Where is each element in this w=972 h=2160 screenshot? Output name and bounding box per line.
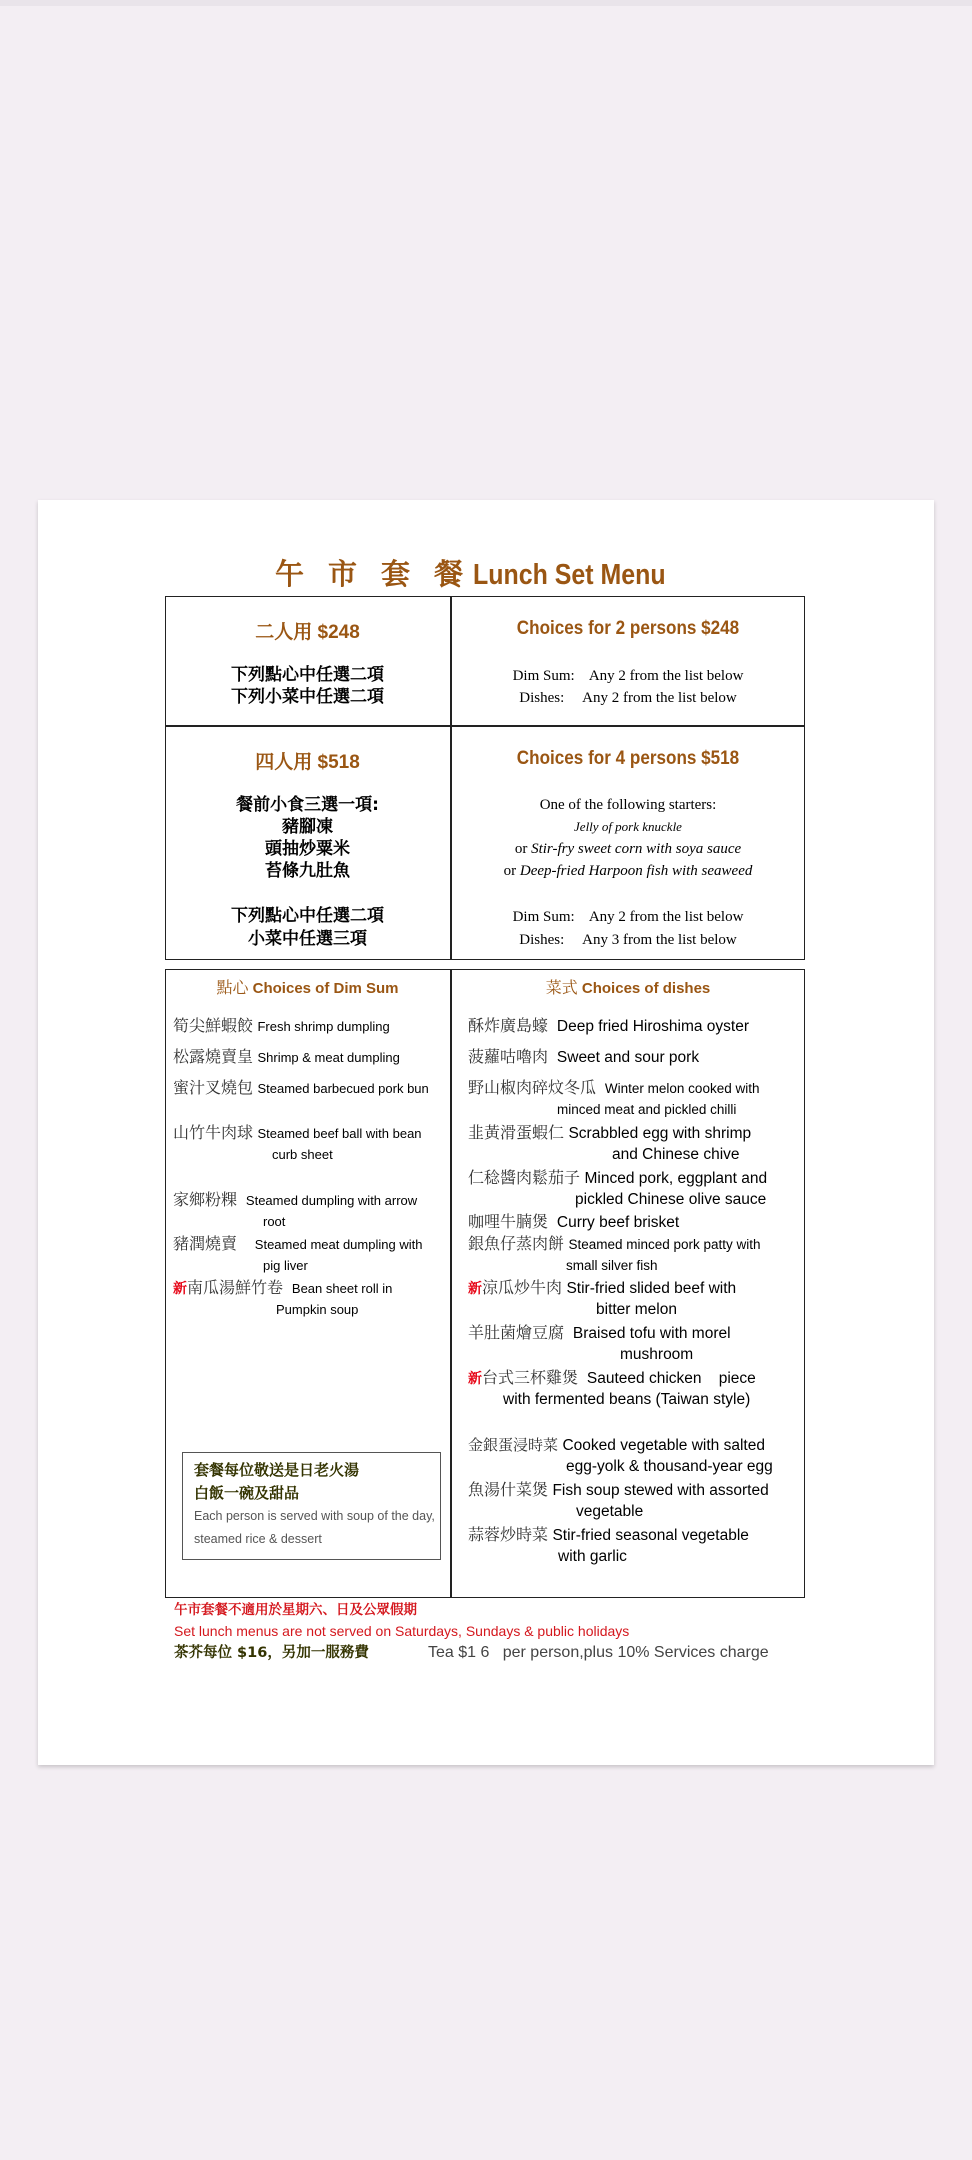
dish-item-en: Cooked vegetable with salted	[562, 1437, 765, 1454]
dish-item	[468, 1322, 731, 1345]
two-persons-cn-line1: 下列點心中任選二項	[231, 665, 384, 685]
dish-item-en: Scrabbled egg with shrimp	[568, 1125, 752, 1142]
dishes-header-en: Choices of dishes	[577, 980, 711, 997]
four-persons-starter-cn-2: 頭抽炒粟米	[265, 839, 350, 859]
dimsum-item-en: Steamed meat dumpling with	[254, 1237, 423, 1252]
dimsum-item-en: Steamed beef ball with bean	[257, 1126, 422, 1141]
dish-item-en: Stir-fried seasonal vegetable	[552, 1527, 749, 1544]
dimsum-item-cn: 家鄉粉粿	[173, 1190, 238, 1209]
dish-item	[468, 1211, 679, 1234]
new-badge: 新	[173, 1281, 187, 1297]
dish-item-en-cont: minced meat and pickled chilli	[557, 1102, 737, 1117]
dimsum-item-cn: 松露燒賣皇	[173, 1047, 254, 1066]
dish-item-en-cont: bitter melon	[596, 1301, 677, 1318]
starter-2-name: Stir-fry sweet corn with soya sauce	[531, 841, 742, 857]
four-persons-starter-en-2	[451, 838, 805, 860]
dish-item	[468, 1167, 767, 1190]
dish-item-en-cont: and Chinese chive	[612, 1146, 740, 1163]
dimsum-item-en: Shrimp & meat dumpling	[257, 1050, 400, 1065]
dish-item-cn: 酥炸廣島蠔	[468, 1016, 549, 1035]
four-persons-starter-cn-1: 豬腳凍	[282, 817, 333, 837]
two-persons-en-line1: Dim Sum: Any 2 from the list below	[512, 668, 744, 684]
menu-title-en: Lunch Set Menu	[473, 559, 666, 591]
dish-item-en: Braised tofu with morel	[572, 1325, 731, 1342]
dimsum-item-cn: 山竹牛肉球	[173, 1123, 254, 1142]
four-persons-starters-head-cn: 餐前小食三選一項:	[236, 795, 379, 815]
dish-item-en: Fish soup stewed with assorted	[552, 1482, 769, 1499]
four-persons-cn-line2: 小菜中任選三項	[248, 929, 367, 949]
dimsum-item-en: Fresh shrimp dumpling	[257, 1019, 390, 1034]
dimsum-item	[173, 1077, 429, 1100]
four-persons-en-line1: Dim Sum: Any 2 from the list below	[512, 909, 744, 925]
or-label: or	[503, 863, 520, 879]
dish-item-en-cont: egg-yolk & thousand-year egg	[566, 1458, 773, 1475]
dimsum-item-en-cont: root	[263, 1214, 286, 1229]
note-cn-line2: 白飯一碗及甜品	[194, 1484, 300, 1502]
two-persons-title-cn: 二人用 $248	[255, 622, 360, 643]
top-edge	[0, 0, 972, 6]
dimsum-item-cn: 南瓜湯鮮竹卷	[187, 1278, 284, 1297]
dimsum-item-en: Steamed dumpling with arrow	[245, 1193, 418, 1208]
note-en-line2: steamed rice & dessert	[194, 1532, 322, 1546]
weekday-only-notice-cn: 午市套餐不適用於星期六、日及公眾假期	[174, 1602, 417, 1618]
dish-item	[468, 1046, 699, 1069]
set-includes-note	[182, 1452, 441, 1560]
dish-item-cn: 羊肚菌燴豆腐	[468, 1323, 565, 1342]
tea-charge-cn: 茶芥每位 $16，另加一服務費	[174, 1645, 369, 1661]
dimsum-item-en-cont: curb sheet	[272, 1147, 333, 1162]
dish-item-en: Deep fried Hiroshima oyster	[556, 1018, 750, 1035]
dish-item-en: Minced pork, eggplant and	[584, 1170, 768, 1187]
dish-item-en: Sweet and sour pork	[556, 1049, 700, 1066]
dish-item-cn: 咖哩牛腩煲	[468, 1212, 549, 1231]
dimsum-item-en-cont: Pumpkin soup	[276, 1302, 359, 1317]
menu-page	[38, 500, 934, 1765]
note-cn-line1: 套餐每位敬送是日老火湯	[194, 1461, 360, 1479]
dish-item	[468, 1233, 761, 1256]
dish-item-cn: 蒜蓉炒時菜	[468, 1525, 549, 1544]
set-price-table-row-divider	[165, 725, 805, 727]
dish-item-cn: 韭黃滑蛋蝦仁	[468, 1123, 565, 1142]
dimsum-item-cn: 豬潤燒賣	[173, 1234, 238, 1253]
choices-table-divider	[450, 969, 452, 1598]
four-persons-title-en: Choices for 4 persons $518	[516, 748, 740, 769]
dimsum-item	[173, 1277, 392, 1300]
or-label: or	[514, 841, 532, 857]
dish-item	[468, 1434, 765, 1457]
dish-item-en: Curry beef brisket	[556, 1214, 680, 1231]
four-persons-starter-en-1: Jelly of pork knuckle	[574, 819, 682, 834]
four-persons-starter-cn-3: 苔條九肚魚	[265, 861, 350, 881]
dish-item-en-cont: with garlic	[558, 1548, 627, 1565]
four-persons-starter-en-3	[451, 860, 805, 882]
four-persons-title-cn: 四人用 $518	[255, 752, 360, 773]
menu-title	[38, 552, 934, 593]
dish-item-cn: 魚湯什菜煲	[468, 1480, 549, 1499]
four-persons-en-line2: Dishes: Any 3 from the list below	[519, 932, 737, 948]
dimsum-header-cn: 點心	[216, 978, 249, 997]
dish-item-en-cont: with fermented beans (Taiwan style)	[503, 1391, 751, 1408]
dimsum-item-cn: 筍尖鮮蝦餃	[173, 1016, 254, 1035]
new-badge: 新	[468, 1281, 482, 1297]
dimsum-item	[173, 1189, 417, 1212]
weekday-only-notice-en: Set lunch menus are not served on Saturdays, Sundays & public holidays	[174, 1623, 630, 1639]
dish-item-cn: 仁稔醬肉鬆茄子	[468, 1168, 581, 1187]
menu-title-cn: 午 市 套 餐	[274, 559, 472, 591]
dish-item-cn: 菠蘿咕嚕肉	[468, 1047, 549, 1066]
dish-item-en: Steamed minced pork patty with	[568, 1237, 761, 1252]
dish-item-en-cont: vegetable	[576, 1503, 644, 1520]
dish-item-en-cont: pickled Chinese olive sauce	[575, 1191, 767, 1208]
dishes-header	[451, 975, 805, 998]
starter-3-name: Deep-fried Harpoon fish with seaweed	[519, 863, 753, 879]
two-persons-cn-line2: 下列小菜中任選二項	[231, 687, 384, 707]
dish-item-cn: 金銀蛋浸時菜	[468, 1436, 559, 1454]
dish-item	[468, 1524, 749, 1547]
dish-item-en: Sauteed chicken piece	[586, 1370, 756, 1387]
dish-item	[468, 1479, 769, 1502]
dimsum-item-en: Steamed barbecued pork bun	[257, 1081, 429, 1096]
dish-item	[468, 1367, 756, 1390]
two-persons-en-line2: Dishes: Any 2 from the list below	[519, 690, 737, 706]
dimsum-item	[173, 1046, 400, 1069]
new-badge: 新	[468, 1371, 482, 1387]
dish-item	[468, 1277, 736, 1300]
dish-item-en-cont: small silver fish	[566, 1258, 658, 1273]
dimsum-header	[165, 975, 450, 998]
dishes-header-cn: 菜式	[545, 978, 578, 997]
four-persons-starters-head-en: One of the following starters:	[539, 797, 717, 813]
dish-item	[468, 1122, 751, 1145]
dimsum-item	[173, 1015, 390, 1038]
tea-charge-en: Tea $1 6 per person,plus 10% Services charge	[428, 1644, 769, 1661]
dimsum-item-en: Bean sheet roll in	[291, 1281, 393, 1296]
dish-item-cn: 銀魚仔蒸肉餅	[468, 1234, 565, 1253]
dimsum-header-en: Choices of Dim Sum	[248, 980, 399, 997]
dish-item-cn: 涼瓜炒牛肉	[482, 1278, 563, 1297]
dish-item-en-cont: mushroom	[620, 1346, 694, 1363]
dish-item	[468, 1077, 759, 1100]
note-en-line1: Each person is served with soup of the day,	[194, 1509, 435, 1523]
dish-item-en: Stir-fried slided beef with	[566, 1280, 737, 1297]
dish-item-cn: 野山椒肉碎炆冬瓜	[468, 1078, 597, 1097]
dimsum-item	[173, 1122, 422, 1145]
dimsum-item-cn: 蜜汁叉燒包	[173, 1078, 254, 1097]
four-persons-cn-line1: 下列點心中任選二項	[231, 906, 384, 926]
dimsum-item	[173, 1233, 422, 1256]
dish-item	[468, 1015, 749, 1038]
dimsum-item-en-cont: pig liver	[263, 1258, 308, 1273]
two-persons-title-en: Choices for 2 persons $248	[516, 618, 740, 639]
dish-item-cn: 台式三杯雞煲	[482, 1368, 579, 1387]
dish-item-en: Winter melon cooked with	[604, 1081, 760, 1096]
